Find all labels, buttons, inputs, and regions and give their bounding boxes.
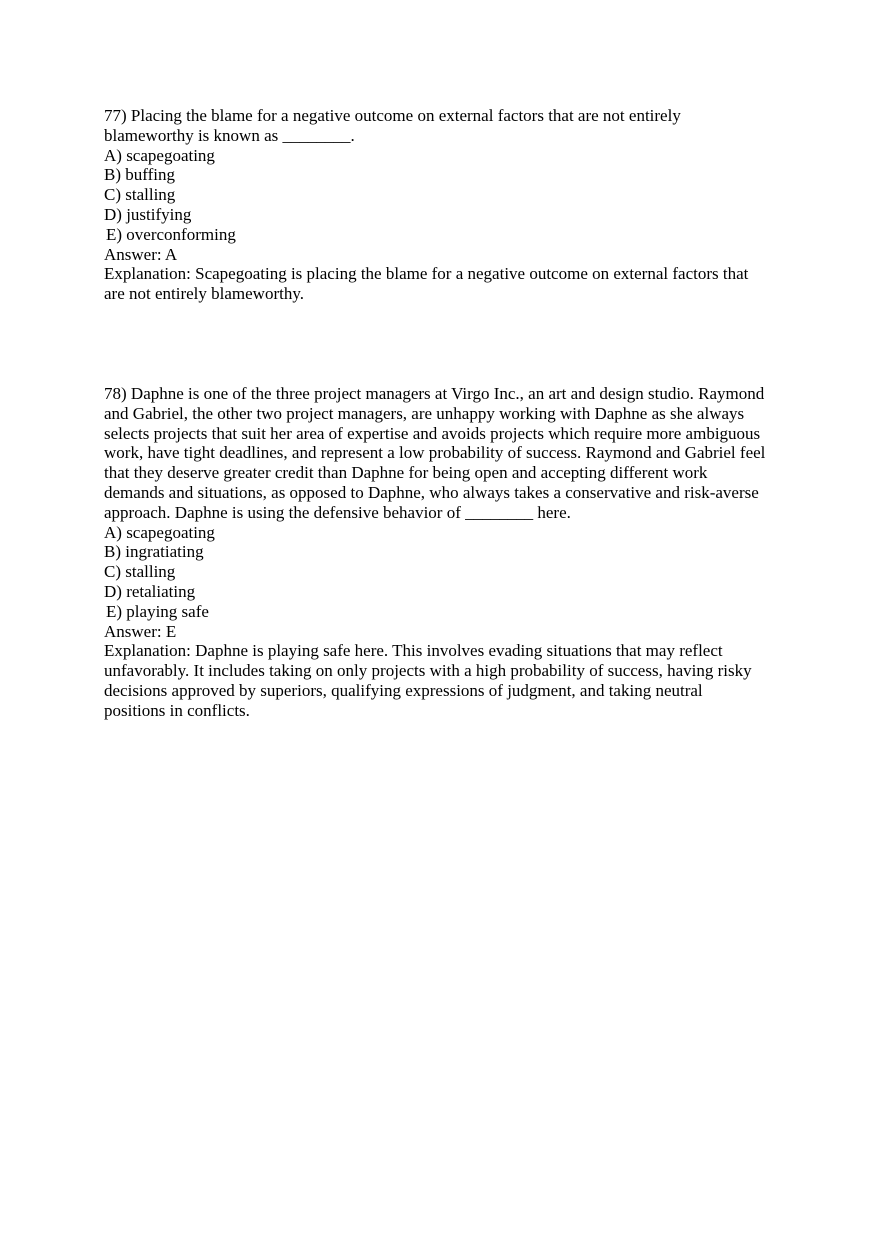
option-b: B) buffing: [104, 165, 175, 185]
answer-options: [104, 146, 794, 245]
option-e: E) playing safe: [106, 601, 209, 621]
explanation: Explanation: Daphne is playing safe here. This involves evading situations that may reflect unfavorably. It includes taking on only projects with a high probability of success, having risky decisions approved by superiors, qualifying expressions of judgment, and taking neutral positions in conflicts.: [104, 641, 752, 720]
option-b: B) ingratiating: [104, 542, 204, 562]
question-78: [104, 384, 794, 721]
option-a: A) scapegoating: [104, 145, 215, 165]
question-77: [104, 106, 794, 304]
option-c: C) stalling: [104, 185, 176, 205]
option-d: D) justifying: [104, 204, 192, 224]
answer-options: [104, 523, 794, 622]
option-c: C) stalling: [104, 562, 176, 582]
option-e: E) overconforming: [106, 224, 236, 244]
question-stem: 78) Daphne is one of the three project managers at Virgo Inc., an art and design studio. Raymond and Gabriel, the other two project managers, are unhappy working with Daphne as she always selects projects that suit her area of expertise and avoids projects which require more ambiguous work, have tight deadlines, and represent a low probability of success. Raymond and Gabriel feel that they deserve greater credit than Daphne for being open and accepting different work demands and situations, as opposed to Daphne, who always takes a conservative and risk-averse approach. Daphne is using the defensive behavior of ________ here.: [104, 384, 766, 522]
question-stem: 77) Placing the blame for a negative outcome on external factors that are not entirely blameworthy is known as ________.: [104, 106, 681, 145]
option-a: A) scapegoating: [104, 522, 215, 542]
explanation: Explanation: Scapegoating is placing the blame for a negative outcome on external factors that are not entirely blameworthy.: [104, 264, 749, 304]
option-d: D) retaliating: [104, 581, 196, 601]
answer-key: Answer: A: [104, 244, 178, 264]
answer-key: Answer: E: [104, 621, 177, 641]
